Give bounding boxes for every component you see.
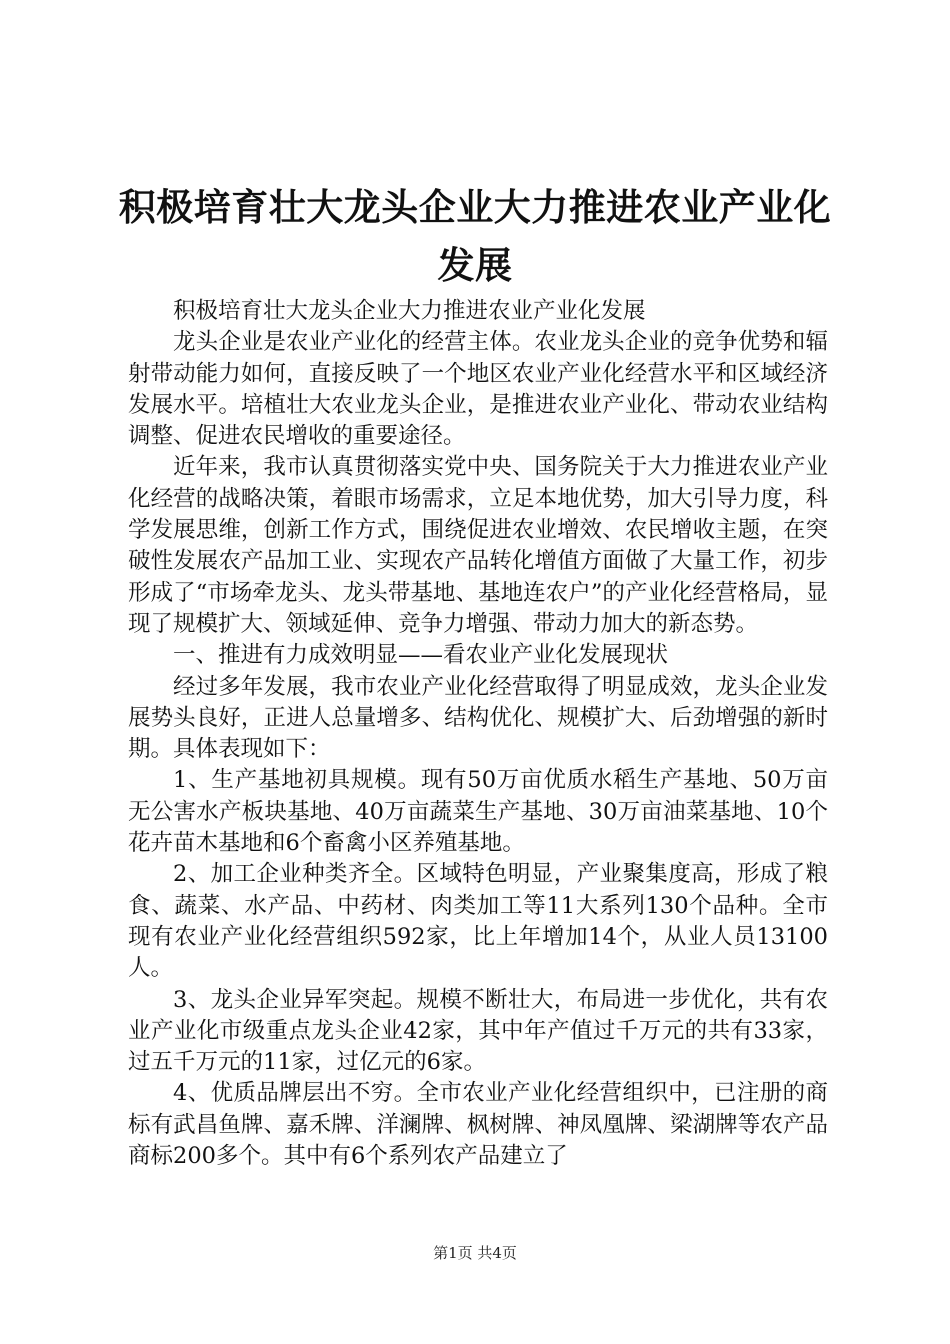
paragraph-intro: 龙头企业是农业产业化的经营主体。农业龙头企业的竞争优势和辐射带动能力如何，直接反映了一个地区农业产业化经营水平和区域经济发展水平。培植壮大农业龙头企业，是推进农业产业化、带动农业结构调整、促进农民增收的重要途径。 (128, 329, 828, 450)
paragraph-achievements: 经过多年发展，我市农业产业化经营取得了明显成效，龙头企业发展势头良好，正进人总量增多、结构优化、规模扩大、后劲增强的新时期。具体表现如下： (128, 673, 828, 763)
list-item-1: 1、生产基地初具规模。现有50万亩优质水稻生产基地、50万亩无公害水产板块基地、40万亩蔬菜生产基地、30万亩油菜基地、10个花卉苗木基地和6个畜禽小区养殖基地。 (128, 767, 828, 857)
document-body (128, 296, 828, 1172)
list-item-2: 2、加工企业种类齐全。区域特色明显，产业聚集度高，形成了粮食、蔬菜、水产品、中药材、肉类加工等11大系列130个品种。全市现有农业产业化经营组织592家，比上年增加14个，从业人员13100人。 (128, 861, 828, 982)
paragraph-subtitle: 积极培育壮大龙头企业大力推进农业产业化发展 (173, 298, 646, 324)
list-item-4: 4、优质品牌层出不穷。全市农业产业化经营组织中，已注册的商标有武昌鱼牌、嘉禾牌、洋澜牌、枫树牌、神凤凰牌、梁湖牌等农产品商标200多个。其中有6个系列农产品建立了 (128, 1080, 828, 1170)
document-title: 积极培育壮大龙头企业大力推进农业产业化发展 (118, 185, 832, 287)
list-item-3: 3、龙头企业异军突起。规模不断壮大，布局进一步优化，共有农业产业化市级重点龙头企业42家，其中年产值过千万元的共有33家，过五千万元的11家，过亿元的6家。 (128, 986, 828, 1076)
paragraph-recent-years: 近年来，我市认真贯彻落实党中央、国务院关于大力推进农业产业化经营的战略决策，着眼市场需求，立足本地优势，加大引导力度，科学发展思维，创新工作方式，围绕促进农业增效、农民增收主题，在突破性发展农产品加工业、实现农产品转化增值方面做了大量工作，初步形成了“市场牵龙头、龙头带基地、基地连农户”的产业化经营格局，显现了规模扩大、领域延伸、竞争力增强、带动力加大的新态势。 (128, 454, 828, 637)
section-heading-1: 一、推进有力成效明显——看农业产业化发展现状 (173, 642, 669, 669)
page-number-footer: 第1页 共4页 (433, 1244, 517, 1262)
